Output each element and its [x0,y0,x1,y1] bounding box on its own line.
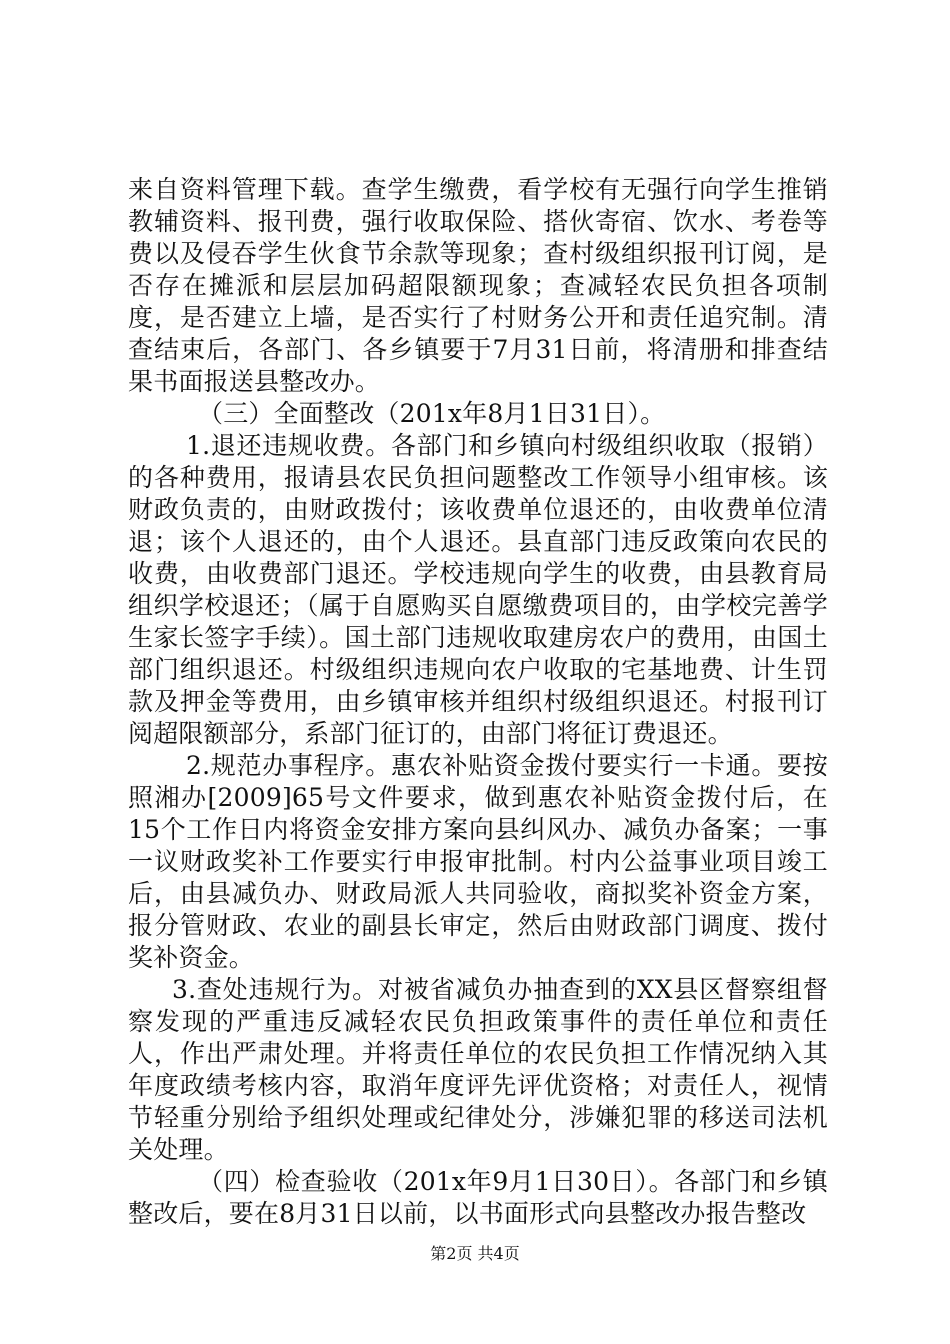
paragraph-check-fees: 来自资料管理下载。查学生缴费，看学校有无强行向学生推销教辅资料、报刊费，强行收取保险、搭伙寄宿、饮水、考卷等费以及侵吞学生伙食节余款等现象；查村级组织报刊订阅，是否存在摊派和层层加码超限额现象；查减轻农民负担各项制度，是否建立上墙，是否实行了村财务公开和责任追究制。清查结束后，各部门、各乡镇要于7月31日前，将清册和排查结果书面报送县整改办。 [128,175,828,396]
paragraph-refund-fees: 1.退还违规收费。各部门和乡镇向村级组织收取（报销）的各种费用，报请县农民负担问题整改工作领导小组审核。该财政负责的，由财政拨付；该收费单位退还的，由收费单位清退；该个人退还的，由个人退还。县直部门违反政策向农民的收费，由收费部门退还。学校违规向学生的收费，由县教育局组织学校退还；（属于自愿购买自愿缴费项目的，由学校完善学生家长签字手续）。国土部门违规收取建房农户的费用，由国土部门组织退还。村级组织违规向农户收取的宅基地费、计生罚款及押金等费用，由乡镇审核并组织村级组织退还。村报刊订阅超限额部分，系部门征订的，由部门将征订费退还。 [128,431,828,748]
heading-full-rectification: （三）全面整改（201x年8月1日31日）。 [198,399,666,428]
paragraph-punish-violations: 3.查处违规行为。对被省减负办抽查到的XX县区督察组督察发现的严重违反减轻农民负担政策事件的责任单位和责任人，作出严肃处理。并将责任单位的农民负担工作情况纳入其年度政绩考核内容，取消年度评先评优资格；对责任人，视情节轻重分别给予组织处理或纪律处分，涉嫌犯罪的移送司法机关处理。 [128,975,828,1164]
paragraph-standardize-procedures: 2.规范办事程序。惠农补贴资金拨付要实行一卡通。要按照湘办[2009]65号文件要求，做到惠农补贴资金拨付后，在15个工作日内将资金安排方案向县纠风办、减负办备案；一事一议财政奖补工作要实行申报审批制。村内公益事业项目竣工后，由县减负办、财政局派人共同验收，商拟奖补资金方案，报分管财政、农业的副县长审定，然后由财政部门调度、拨付奖补资金。 [128,751,828,972]
paragraph-inspection-acceptance: （四）检查验收（201x年9月1日30日）。各部门和乡镇整改后，要在8月31日以前，以书面形式向县整改办报告整改 [128,1167,828,1228]
document-body [128,174,828,1230]
page-footer: 第2页 共4页 [430,1244,520,1263]
